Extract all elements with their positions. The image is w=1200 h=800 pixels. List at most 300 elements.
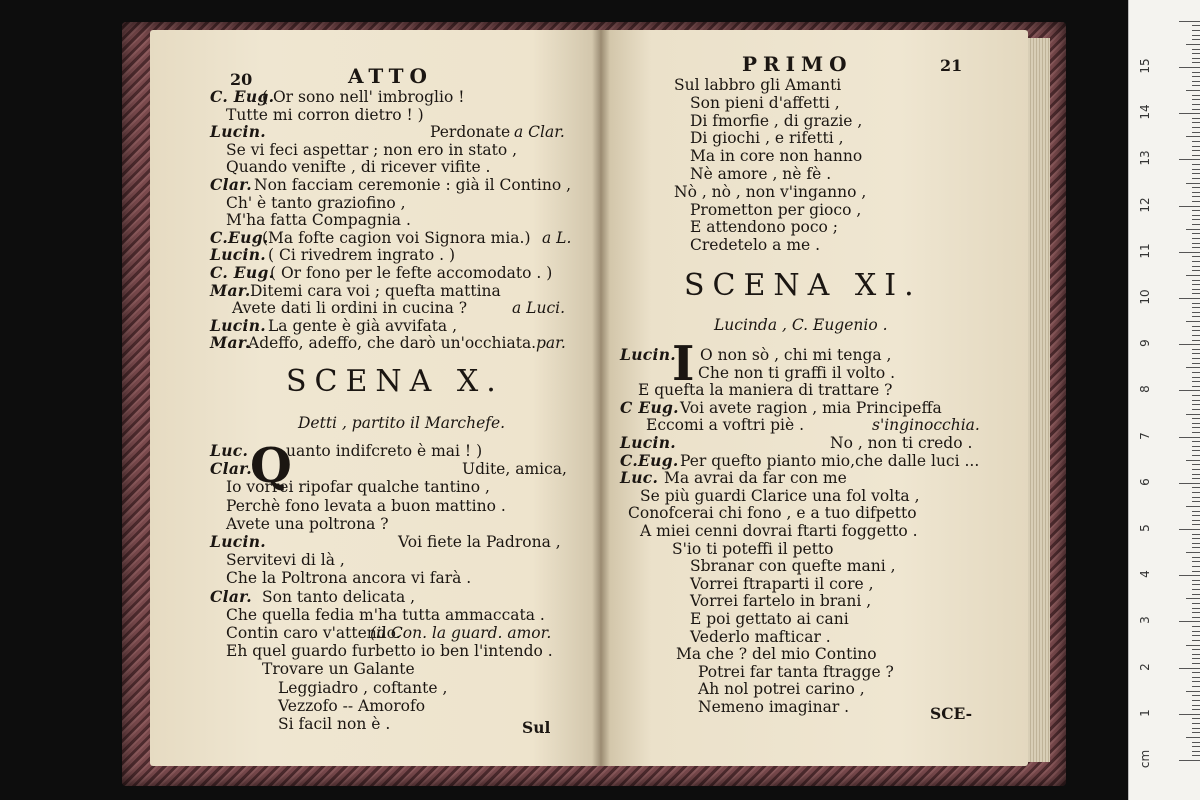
ruler-tick (1192, 307, 1200, 308)
ruler-tick (1192, 418, 1200, 419)
ruler-tick (1192, 280, 1200, 281)
ruler-tick (1186, 645, 1200, 646)
ruler-tick (1192, 709, 1200, 710)
text-line (150, 497, 600, 515)
ruler-tick (1192, 303, 1200, 304)
ruler-tick (1192, 132, 1200, 133)
line-text: Se più guardi Clarice una fol volta , (640, 486, 920, 505)
ruler-tick (1179, 621, 1200, 622)
ruler-tick (1192, 511, 1200, 512)
ruler-tick (1192, 173, 1200, 174)
ruler-tick (1192, 594, 1200, 595)
speaker-name: Luc. (210, 441, 249, 460)
line-text: Vezzofo -- Amorofo (278, 696, 426, 715)
ruler-label: 6 (1138, 477, 1152, 486)
ruler-tick (1192, 497, 1200, 498)
speaker-name: Clar. (210, 459, 252, 479)
ruler-tick (1192, 58, 1200, 59)
speaker-name: C.Eug. (620, 450, 679, 470)
ruler-label: 15 (1138, 58, 1152, 74)
text-line (150, 106, 600, 124)
line-text: No , non ti credo . (830, 434, 973, 452)
ruler-tick (1192, 695, 1200, 696)
measurement-ruler (1128, 0, 1200, 800)
text-line (600, 680, 1028, 698)
line-text: Tutte mi corron dietro ! ) (226, 105, 424, 124)
text-line (150, 515, 600, 533)
line-text: Ditemi cara voi ; quefta mattina (250, 281, 501, 300)
ruler-tick (1192, 62, 1200, 63)
ruler-tick (1179, 575, 1200, 576)
ruler-tick (1179, 483, 1200, 484)
drop-cap: Q (250, 438, 292, 494)
text-line (600, 540, 1028, 558)
ruler-tick (1192, 603, 1200, 604)
speaker-name: Clar. (210, 175, 252, 194)
ruler-tick (1192, 146, 1200, 147)
text-line (600, 452, 1028, 470)
ruler-tick (1192, 487, 1200, 488)
text-line (150, 141, 600, 159)
ruler-tick (1192, 353, 1200, 354)
text-line (150, 334, 600, 352)
stage-direction: a L. (542, 228, 572, 247)
ruler-tick (1192, 492, 1200, 493)
ruler-tick (1179, 21, 1200, 22)
stage-direction: (il Con. la guard. amor. (370, 624, 552, 642)
line-text: Che la Poltrona ancora vi farà . (226, 569, 472, 588)
ruler-tick (1179, 67, 1200, 68)
ruler-tick (1186, 414, 1200, 415)
ruler-tick (1192, 243, 1200, 244)
line-text: Avete una poltrona ? (226, 514, 389, 533)
line-text: Sbranar con quefte mani , (690, 557, 896, 576)
ruler-tick (1192, 478, 1200, 479)
text-line (150, 624, 600, 642)
text-line (600, 129, 1028, 147)
line-text: Adeffo, adeffo, che darò un'occhiata. (248, 334, 537, 353)
line-text: Se vi feci aspettar ; non ero in stato , (226, 140, 518, 159)
scene-title: SCENA XI. (684, 268, 922, 303)
ruler-tick (1179, 252, 1200, 253)
ruler-tick (1192, 640, 1200, 641)
line-text: Leggiadro , coftante , (278, 678, 448, 697)
ruler-tick (1192, 631, 1200, 632)
speaker-name: Luc. (620, 468, 659, 488)
line-text: Perdonate (430, 123, 511, 142)
ruler-tick (1192, 72, 1200, 73)
ruler-tick (1192, 547, 1200, 548)
speaker-name: Lucin. (210, 122, 266, 142)
ruler-tick (1192, 681, 1200, 682)
ruler-tick (1192, 127, 1200, 128)
ruler-tick (1192, 501, 1200, 502)
ruler-tick (1192, 215, 1200, 216)
line-text: Che non ti graffi il volto . (698, 363, 896, 382)
ruler-tick (1192, 372, 1200, 373)
ruler-tick (1186, 136, 1200, 137)
ruler-tick (1192, 349, 1200, 350)
speaker-name: Lucin. (210, 532, 266, 551)
ruler-label: 3 (1138, 616, 1152, 625)
ruler-tick (1192, 201, 1200, 202)
ruler-tick (1192, 256, 1200, 257)
line-text: uanto indifcreto è mai ! ) (286, 442, 483, 460)
scene-subtitle: Lucinda , C. Eugenio . (714, 316, 888, 334)
line-text: M'ha fatta Compagnia . (226, 211, 411, 230)
ruler-tick (1192, 381, 1200, 382)
ruler-tick (1192, 626, 1200, 627)
ruler-tick (1192, 728, 1200, 729)
ruler-tick (1192, 608, 1200, 609)
line-text: ( Or sono nell' imbroglio ! (262, 88, 465, 106)
ruler-tick (1192, 649, 1200, 650)
ruler-tick (1192, 330, 1200, 331)
ruler-tick (1192, 53, 1200, 54)
ruler-tick (1192, 658, 1200, 659)
text-line (150, 533, 600, 551)
ruler-tick (1192, 524, 1200, 525)
ruler-tick (1179, 760, 1200, 761)
ruler-tick (1192, 178, 1200, 179)
line-text: Prometton per gioco , (690, 200, 862, 219)
line-text: Vorrei ftraparti il core , (690, 574, 874, 593)
line-text: Eccomi a voftri piè . (646, 416, 805, 435)
text-line (600, 522, 1028, 540)
ruler-tick (1192, 39, 1200, 40)
ruler-label: cm (1138, 749, 1152, 769)
speaker-name: C.Eug. (210, 227, 269, 247)
ruler-tick (1192, 751, 1200, 752)
ruler-tick (1192, 340, 1200, 341)
line-text: Ma in core non hanno (690, 147, 863, 166)
stage-direction: s'inginocchia. (872, 416, 980, 435)
ruler-label: 13 (1138, 150, 1152, 167)
ruler-tick (1192, 441, 1200, 442)
stage-direction: a Luci. (512, 299, 566, 318)
line-text: E poi gettato ai cani (690, 610, 849, 628)
ruler-tick (1192, 141, 1200, 142)
ruler-tick (1179, 344, 1200, 345)
ruler-label: 2 (1138, 662, 1152, 671)
text-line (600, 469, 1028, 487)
ruler-tick (1192, 266, 1200, 267)
ruler-tick (1192, 35, 1200, 36)
line-text: ( Or fono per le fefte accomodato . ) (270, 264, 553, 282)
ruler-tick (1192, 326, 1200, 327)
text-line (150, 123, 600, 141)
ruler-tick (1192, 705, 1200, 706)
ruler-tick (1192, 363, 1200, 364)
text-line (600, 487, 1028, 505)
line-text: (Ma fofte cagion voi Signora mia.) (262, 228, 531, 247)
ruler-tick (1192, 335, 1200, 336)
text-line (600, 504, 1028, 522)
text-line (600, 218, 1028, 236)
line-text: Ch' è tanto graziofino , (226, 193, 406, 212)
ruler-tick (1192, 718, 1200, 719)
ruler-tick (1192, 455, 1200, 456)
ruler-tick (1192, 534, 1200, 535)
ruler-label: 9 (1138, 339, 1152, 348)
ruler-tick (1179, 529, 1200, 530)
ruler-tick (1186, 367, 1200, 368)
ruler-tick (1192, 192, 1200, 193)
speaker-name: Lucin. (210, 245, 266, 265)
line-text: Perchè fono levata a buon mattino . (226, 496, 506, 515)
line-text: Nò , nò , non v'inganno , (674, 182, 867, 201)
ruler-tick (1192, 104, 1200, 105)
speaker-name: Mar. (210, 333, 251, 353)
text-line (150, 551, 600, 569)
ruler-tick (1192, 584, 1200, 585)
ruler-tick (1192, 233, 1200, 234)
ruler-tick (1192, 409, 1200, 410)
line-text: La gente è già avvifata , (268, 316, 458, 335)
ruler-tick (1192, 118, 1200, 119)
ruler-tick (1192, 700, 1200, 701)
ruler-tick (1192, 686, 1200, 687)
ruler-tick (1186, 90, 1200, 91)
line-text: Son pieni d'affetti , (690, 93, 840, 112)
ruler-tick (1192, 289, 1200, 290)
ruler-tick (1192, 723, 1200, 724)
ruler-tick (1192, 617, 1200, 618)
text-line (150, 176, 600, 194)
ruler-tick (1192, 122, 1200, 123)
text-line (600, 399, 1028, 417)
ruler-tick (1192, 446, 1200, 447)
line-text: Ma che ? del mio Contino (676, 645, 877, 664)
ruler-tick (1192, 571, 1200, 572)
ruler-tick (1192, 589, 1200, 590)
ruler-tick (1192, 464, 1200, 465)
ruler-tick (1186, 506, 1200, 507)
line-text: Si facil non è . (278, 715, 391, 733)
text-line (600, 76, 1028, 94)
ruler-tick (1192, 155, 1200, 156)
ruler-tick (1192, 543, 1200, 544)
speaker-name: Lucin. (620, 345, 676, 364)
ruler-tick (1179, 668, 1200, 669)
ruler-tick (1192, 247, 1200, 248)
ruler-tick (1192, 450, 1200, 451)
text-line (600, 592, 1028, 610)
text-line (600, 628, 1028, 646)
ruler-tick (1192, 515, 1200, 516)
ruler-tick (1192, 95, 1200, 96)
speaker-name: Lucin. (620, 433, 676, 452)
ruler-tick (1186, 321, 1200, 322)
ruler-tick (1186, 691, 1200, 692)
line-text: Vederlo mafticar . (690, 627, 831, 646)
line-text: Sul labbro gli Amanti (674, 76, 842, 94)
running-header: ATTO (348, 64, 433, 88)
ruler-tick (1192, 469, 1200, 470)
text-line (150, 158, 600, 176)
text-line (150, 642, 600, 660)
line-text: A miei cenni dovrai ftarti foggetto . (640, 522, 918, 540)
ruler-tick (1192, 732, 1200, 733)
ruler-tick (1192, 663, 1200, 664)
line-text: O non sò , chi mi tenga , (700, 346, 892, 364)
ruler-tick (1192, 395, 1200, 396)
line-text: Potrei far tanta ftragge ? (698, 662, 894, 681)
speaker-name: C. Eug. (210, 263, 275, 282)
ruler-tick (1192, 635, 1200, 636)
ruler-tick (1192, 474, 1200, 475)
ruler-tick (1192, 400, 1200, 401)
text-line (150, 194, 600, 212)
ruler-tick (1192, 432, 1200, 433)
text-line (150, 606, 600, 624)
line-text: Di giochi , e rifetti , (690, 129, 844, 148)
ruler-tick (1192, 755, 1200, 756)
ruler-tick (1192, 612, 1200, 613)
ruler-tick (1192, 293, 1200, 294)
text-line (600, 112, 1028, 130)
ruler-tick (1186, 44, 1200, 45)
ruler-tick (1192, 219, 1200, 220)
ruler-tick (1192, 85, 1200, 86)
text-line (600, 645, 1028, 663)
line-text: Ma avrai da far con me (664, 469, 847, 488)
ruler-tick (1192, 654, 1200, 655)
text-line (150, 697, 600, 715)
ruler-tick (1192, 566, 1200, 567)
line-text: Che quella fedia m'ha tutta ammaccata . (226, 605, 545, 624)
line-text: Di fmorfie , di grazie , (690, 111, 863, 130)
ruler-tick (1192, 169, 1200, 170)
speaker-name: C. Eug. (210, 87, 275, 106)
running-header: PRIMO (742, 52, 853, 76)
text-line (600, 94, 1028, 112)
ruler-label: 7 (1138, 431, 1152, 440)
text-line (600, 663, 1028, 681)
drop-cap: I (672, 336, 695, 392)
ruler-tick (1192, 672, 1200, 673)
ruler-tick (1192, 316, 1200, 317)
text-line (600, 557, 1028, 575)
ruler-label: 10 (1138, 289, 1152, 305)
text-line (150, 211, 600, 229)
line-text: Io vorrei ripofar qualche tantino , (226, 478, 490, 497)
text-line (150, 460, 600, 478)
line-text: E attendono poco ; (690, 218, 839, 237)
ruler-tick (1192, 99, 1200, 100)
text-line (150, 299, 600, 317)
ruler-tick (1192, 377, 1200, 378)
line-text: Ah nol potrei carino , (698, 680, 865, 699)
ruler-tick (1179, 159, 1200, 160)
line-text: S'io ti poteffi il petto (672, 539, 834, 558)
ruler-tick (1186, 460, 1200, 461)
right-page (600, 30, 1028, 766)
ruler-tick (1192, 25, 1200, 26)
ruler-tick (1192, 164, 1200, 165)
text-line (150, 588, 600, 606)
ruler-label: 12 (1138, 196, 1152, 213)
text-line (150, 88, 600, 106)
line-text: Trovare un Galante (262, 660, 415, 679)
ruler-tick (1192, 538, 1200, 539)
ruler-tick (1192, 580, 1200, 581)
line-text: Avete dati li ordini in cucina ? (232, 299, 468, 318)
speaker-name: Mar. (210, 280, 251, 300)
line-text: Quando venifte , di ricever vifite . (226, 158, 491, 177)
line-text: Per quefto pianto mio,che dalle luci ... (680, 451, 980, 470)
line-text: Vorrei fartelo in brani , (690, 592, 872, 611)
line-text: ( Ci rivedrem ingrato . ) (268, 246, 456, 265)
ruler-tick (1192, 49, 1200, 50)
left-page (150, 30, 600, 766)
page-number: 20 (230, 70, 253, 89)
stage-direction: a Clar. (514, 123, 565, 142)
line-text: Nè amore , nè fè . (690, 165, 832, 183)
text-line (600, 346, 1028, 364)
ruler-tick (1192, 109, 1200, 110)
ruler-tick (1192, 742, 1200, 743)
page-edges (1028, 38, 1050, 762)
text-line (600, 364, 1028, 382)
text-line (600, 201, 1028, 219)
ruler-label: 8 (1138, 385, 1152, 394)
ruler-tick (1186, 229, 1200, 230)
text-line (150, 229, 600, 247)
ruler-tick (1179, 437, 1200, 438)
ruler-tick (1192, 520, 1200, 521)
speaker-name: Lucin. (210, 315, 266, 335)
ruler-tick (1192, 284, 1200, 285)
ruler-tick (1192, 746, 1200, 747)
line-text: Eh quel guardo furbetto io ben l'intendo . (226, 642, 553, 661)
ruler-tick (1192, 423, 1200, 424)
scene-title: SCENA X. (286, 364, 504, 399)
spine-gutter (592, 30, 610, 766)
ruler-label: 4 (1138, 570, 1152, 579)
ruler-tick (1179, 298, 1200, 299)
line-text: Conofcerai chi fono , e a tuo difpetto (628, 504, 917, 523)
ruler-tick (1186, 552, 1200, 553)
ruler-tick (1192, 557, 1200, 558)
text-line (600, 610, 1028, 628)
ruler-tick (1192, 150, 1200, 151)
text-line (600, 236, 1028, 254)
text-line (600, 147, 1028, 165)
ruler-tick (1192, 427, 1200, 428)
ruler-tick (1192, 312, 1200, 313)
ruler-tick (1192, 404, 1200, 405)
text-line (150, 569, 600, 587)
ruler-label: 11 (1138, 243, 1152, 259)
ruler-tick (1192, 386, 1200, 387)
line-text: E quefta la maniera di trattare ? (638, 381, 893, 400)
ruler-tick (1192, 270, 1200, 271)
ruler-tick (1179, 390, 1200, 391)
line-text: Contin caro v'attendo. (226, 624, 401, 642)
line-text: Nemeno imaginar . (698, 698, 850, 716)
line-text: Voi fiete la Padrona , (398, 533, 561, 551)
ruler-tick (1186, 598, 1200, 599)
text-line (150, 442, 600, 460)
ruler-tick (1179, 206, 1200, 207)
ruler-tick (1192, 358, 1200, 359)
ruler-tick (1192, 30, 1200, 31)
ruler-tick (1192, 210, 1200, 211)
ruler-tick (1192, 224, 1200, 225)
line-text: Servitevi di là , (226, 551, 345, 570)
ruler-tick (1192, 196, 1200, 197)
